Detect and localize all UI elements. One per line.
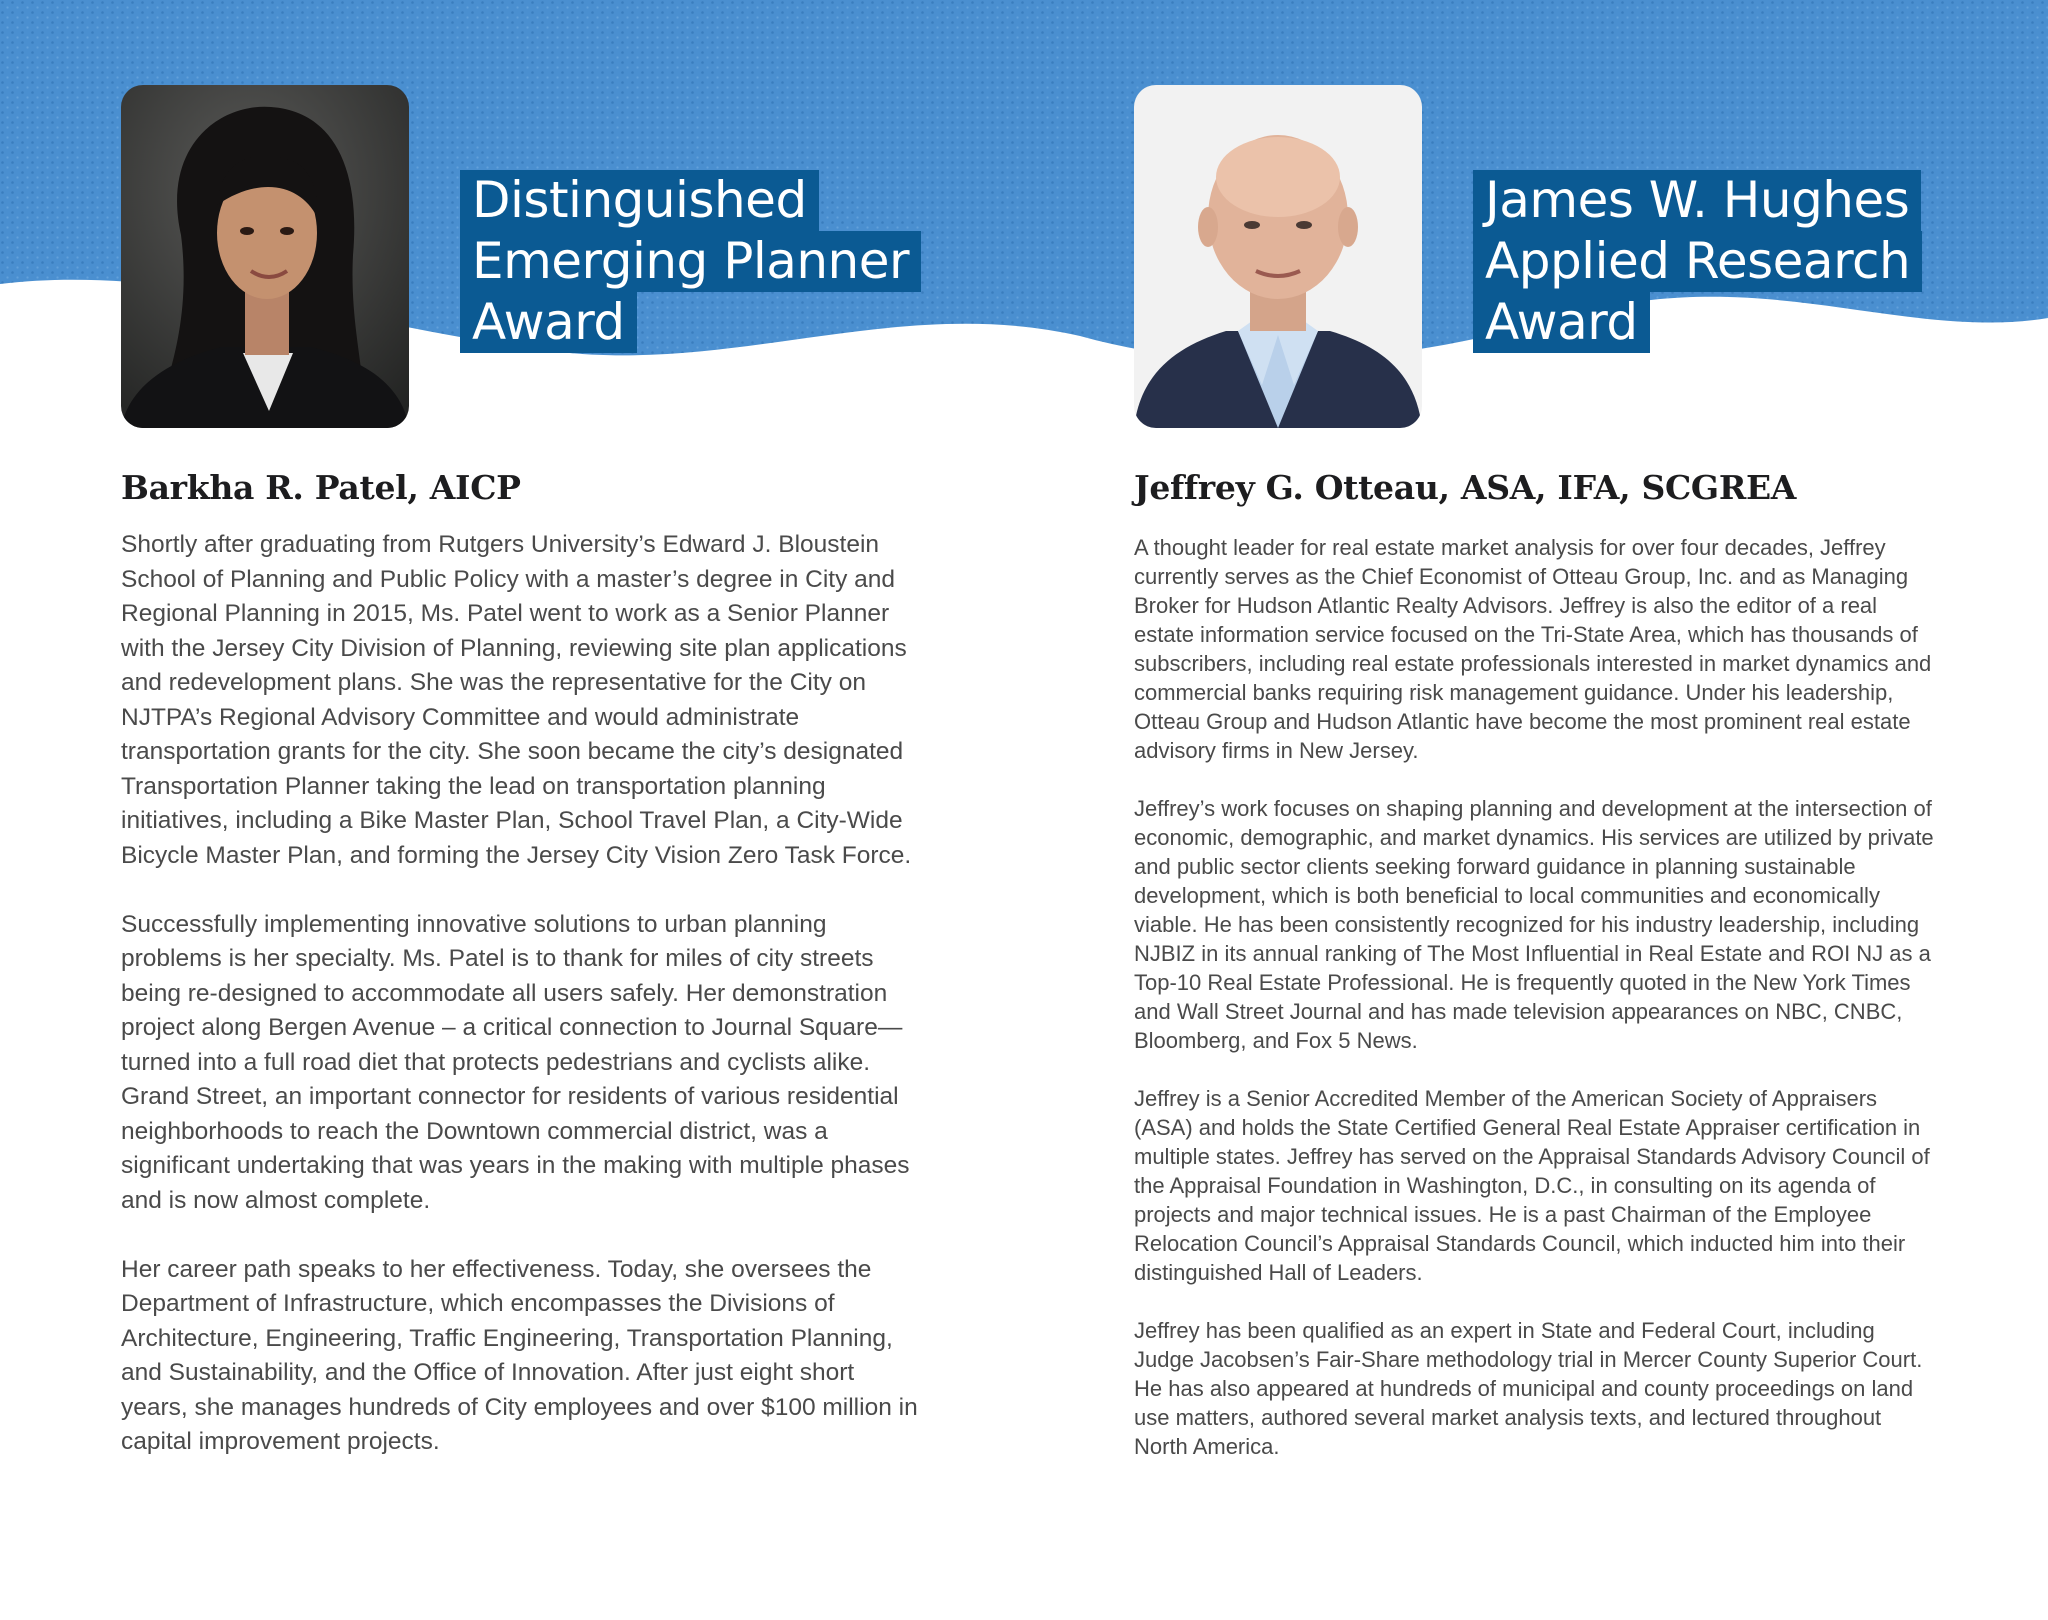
award-title-line: Award — [1473, 292, 1650, 353]
award-title-line: Distinguished — [460, 170, 819, 231]
bio-paragraph: Jeffrey is a Senior Accredited Member of the American Society of Appraisers (ASA) and holds the State Certified General Real Estate Appraiser certification in multiple states. Jeffrey has served on the Appraisal Standards Advisory Council of the Appraisal Foundation in Washington, D.C., in consulting on its agenda of projects and major technical issues. He is a past Chairman of the Employee Relocation Council’s Appraisal Standards Council, which inducted him into their distinguished Hall of Leaders. — [1134, 1086, 1930, 1285]
award-title-line: Applied Research — [1473, 231, 1922, 292]
bio-paragraph: Jeffrey has been qualified as an expert in State and Federal Court, including Judge Jacobsen’s Fair-Share methodology trial in Mercer County Superior Court. He has also appeared at hundreds of municipal and county proceedings on land use matters, authored several market analysis texts, and lectured throughout North America. — [1134, 1318, 1923, 1459]
award-title-distinguished-emerging-planner — [460, 170, 921, 353]
patel-portrait — [121, 85, 409, 428]
award-title-james-w-hughes-applied-research — [1473, 170, 1922, 353]
otteau-portrait — [1134, 85, 1422, 428]
bio-paragraph: A thought leader for real estate market analysis for over four decades, Jeffrey currently serves as the Chief Economist of Otteau Group, Inc. and as Managing Broker for Hudson Atlantic Realty Advisors. Jeffrey is also the editor of a real estate information service focused on the Tri-State Area, which has thousands of subscribers, including real estate professionals interested in market dynamics and commercial banks requiring risk management guidance. Under his leadership, Otteau Group and Hudson Atlantic have become the most prominent real estate advisory firms in New Jersey. — [1134, 535, 1932, 763]
recipient-name-patel: Barkha R. Patel, AICP — [121, 468, 521, 507]
award-title-line: Emerging Planner — [460, 231, 921, 292]
bio-paragraph: Her career path speaks to her effectiveness. Today, she oversees the Department of Infrastructure, which encompasses the Divisions of Architecture, Engineering, Traffic Engineering, Transportation Planning, and Sustainability, and the Office of Innovation. After just eight short years, she manages hundreds of City employees and over $100 million in capital improvement projects. — [121, 1255, 918, 1455]
bio-otteau — [1134, 533, 1934, 1490]
award-title-line: James W. Hughes — [1473, 170, 1921, 231]
bio-paragraph: Successfully implementing innovative solutions to urban planning problems is her specialty. Ms. Patel is to thank for miles of city streets being re-designed to accommodate all users safely. Her demonstration project along Bergen Avenue – a critical connection to Journal Square—turned into a full road diet that protects pedestrians and cyclists alike. Grand Street, an important connector for residents of various residential neighborhoods to reach the Downtown commercial district, was a significant undertaking that was years in the making with multiple phases and is now almost complete. — [121, 910, 910, 1214]
bio-paragraph: Jeffrey’s work focuses on shaping planning and development at the intersection of economic, demographic, and market dynamics. His services are utilized by private and public sector clients seeking forward guidance in planning sustainable development, which is both beneficial to local communities and economically viable. He has been consistently recognized for his industry leadership, including NJBIZ in its annual ranking of The Most Influential in Real Estate and ROI NJ as a Top-10 Real Estate Professional. He is frequently quoted in the New York Times and Wall Street Journal and has made television appearances on NBC, CNBC, Bloomberg, and Fox 5 News. — [1134, 796, 1934, 1053]
recipient-name-otteau: Jeffrey G. Otteau, ASA, IFA, SCGREA — [1134, 468, 1797, 507]
bio-patel — [121, 528, 921, 1494]
bio-paragraph: Shortly after graduating from Rutgers University’s Edward J. Bloustein School of Planning and Public Policy with a master’s degree in City and Regional Planning in 2015, Ms. Patel went to work as a Senior Planner with the Jersey City Division of Planning, reviewing site plan applications and redevelopment plans. She was the representative for the City on NJTPA’s Regional Advisory Committee and would administrate transportation grants for the city. She soon became the city’s designated Transportation Planner taking the lead on transportation planning initiatives, including a Bike Master Plan, School Travel Plan, a City-Wide Bicycle Master Plan, and forming the Jersey City Vision Zero Task Force. — [121, 531, 912, 869]
award-title-line: Award — [460, 292, 637, 353]
